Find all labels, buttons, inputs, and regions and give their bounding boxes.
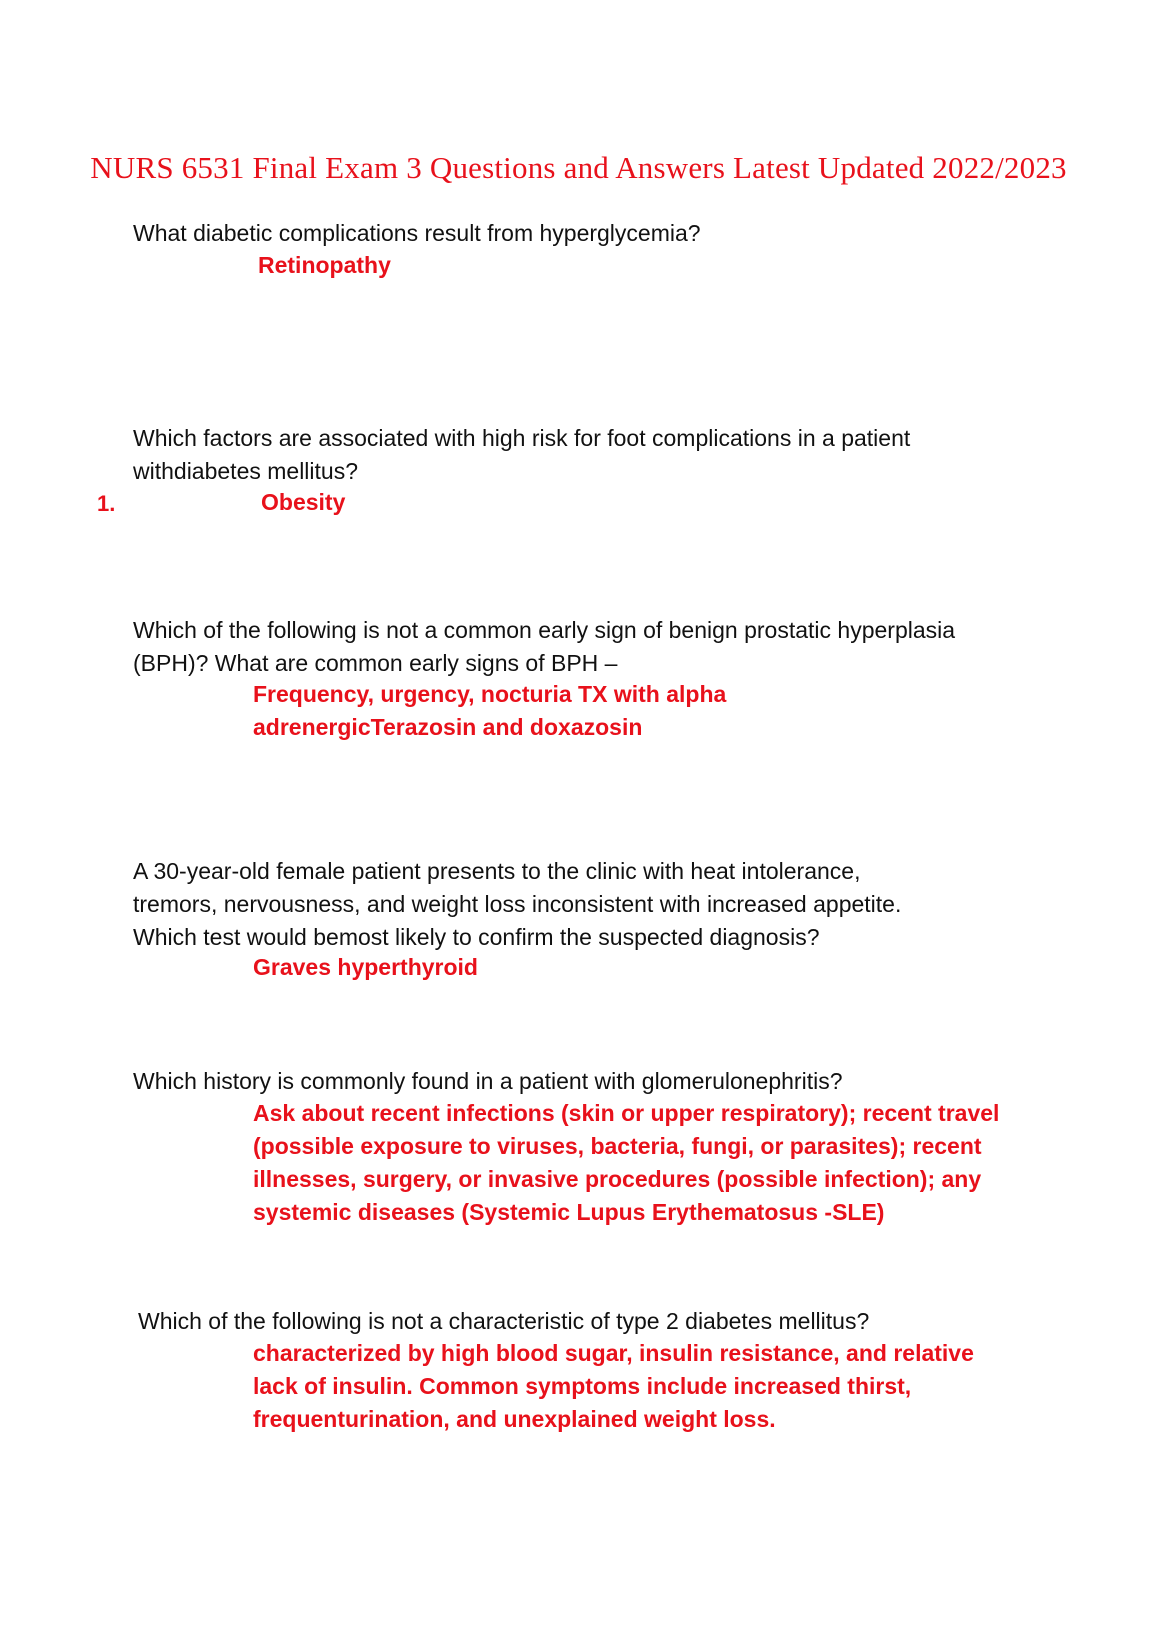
question-2 xyxy=(133,422,1033,488)
question-text: What diabetic complications result from hyperglycemia? xyxy=(133,220,701,246)
answer-text-line: Frequency, urgency, nocturia TX with alpha xyxy=(253,681,727,707)
answer-6 xyxy=(253,1337,974,1436)
answer-text-line: systemic diseases (Systemic Lupus Erythematosus -SLE) xyxy=(253,1199,885,1225)
question-5 xyxy=(133,1065,1033,1098)
question-text-line: tremors, nervousness, and weight loss inconsistent with increased appetite. xyxy=(133,891,902,917)
question-text-line: Which factors are associated with high risk for foot complications in a patient xyxy=(133,425,911,451)
answer-text-line: Ask about recent infections (skin or upper respiratory); recent travel xyxy=(253,1100,1000,1126)
answer-4: Graves hyperthyroid xyxy=(253,954,478,980)
question-4 xyxy=(133,855,1033,954)
answer-3 xyxy=(253,678,726,744)
answer-text-line: illnesses, surgery, or invasive procedures (possible infection); any xyxy=(253,1166,982,1192)
document-title: NURS 6531 Final Exam 3 Questions and Answers Latest Updated 2022/2023 xyxy=(90,150,1067,185)
answer-text-line: lack of insulin. Common symptoms include increased thirst, xyxy=(253,1373,912,1399)
question-3 xyxy=(133,614,1033,680)
answer-text-line: characterized by high blood sugar, insulin resistance, and relative xyxy=(253,1340,974,1366)
answer-text-line: frequenturination, and unexplained weight loss. xyxy=(253,1406,776,1432)
question-text: Which history is commonly found in a patient with glomerulonephritis? xyxy=(133,1068,843,1094)
list-number: 1. xyxy=(97,491,116,516)
question-6 xyxy=(138,1305,1038,1338)
question-text-line: withdiabetes mellitus? xyxy=(133,458,359,484)
question-text-line: A 30-year-old female patient presents to the clinic with heat intolerance, xyxy=(133,858,861,884)
question-text-line: (BPH)? What are common early signs of BPH – xyxy=(133,650,618,676)
answer-5 xyxy=(253,1097,999,1229)
question-text-line: Which test would bemost likely to confirm the suspected diagnosis? xyxy=(133,924,820,950)
question-text: Which of the following is not a characteristic of type 2 diabetes mellitus? xyxy=(138,1308,870,1334)
question-1 xyxy=(133,217,1033,250)
answer-1: Retinopathy xyxy=(258,252,391,278)
question-text-line: Which of the following is not a common early sign of benign prostatic hyperplasia xyxy=(133,617,956,643)
answer-2: Obesity xyxy=(261,489,346,515)
answer-text-line: (possible exposure to viruses, bacteria, fungi, or parasites); recent xyxy=(253,1133,982,1159)
answer-text-line: adrenergicTerazosin and doxazosin xyxy=(253,714,643,740)
